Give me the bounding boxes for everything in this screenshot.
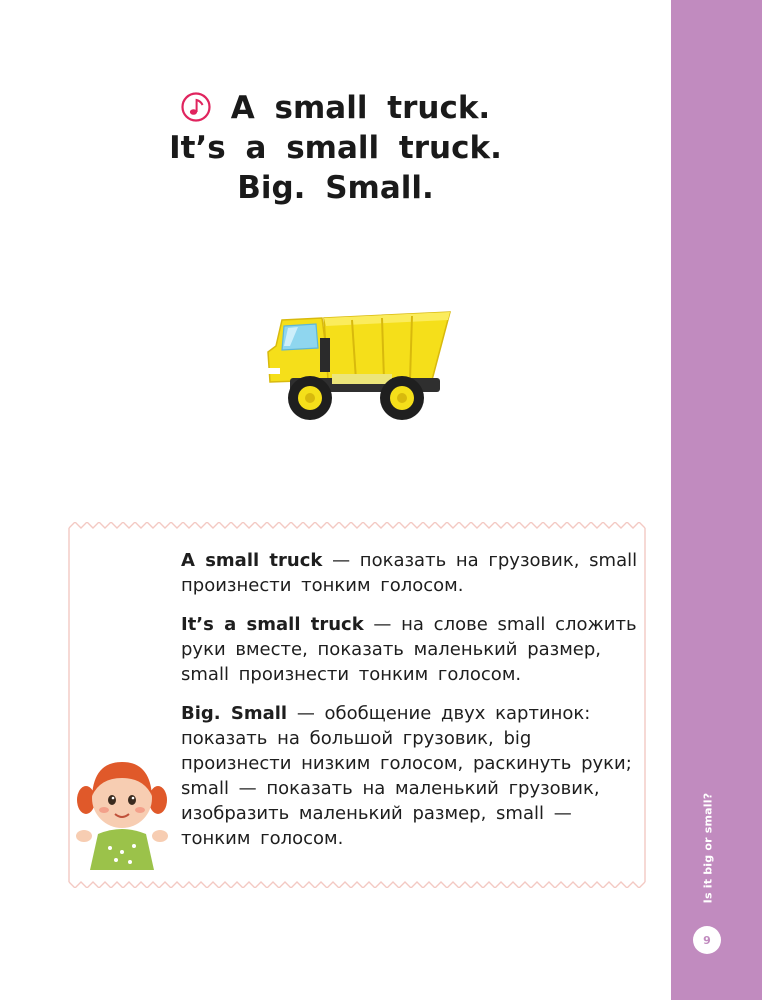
instruction-3 [181, 701, 641, 851]
instruction-2 [181, 612, 641, 687]
front-wheel [288, 376, 332, 420]
instruction-1-phrase: A small truck [181, 550, 323, 571]
verse-line-1 [0, 88, 671, 128]
dump-truck-illustration [262, 308, 454, 426]
instruction-3-text: — обобщение двух картинок: показать на большой грузовик, big произнести низким голосом, раскинуть руки; small — показать на маленький грузовик, изобразить маленький размер, small — тонким голосом. [181, 703, 632, 849]
instruction-2-phrase: It’s a small truck [181, 614, 364, 635]
verse-line-1-text: A small truck. [230, 90, 491, 126]
instruction-1-text: — показать на грузовик, small произнести тонким голосом. [181, 550, 638, 596]
music-note-icon[interactable] [181, 92, 211, 122]
instruction-3-phrase: Big. Small [181, 703, 288, 724]
verse-line-3: Big. Small. [237, 170, 434, 206]
instruction-2-text: — на слове small сложить руки вместе, показать маленький размер, small произнести тонким голосом. [181, 614, 637, 685]
verse-line-2: It’s a small truck. [169, 130, 502, 166]
rear-wheel [380, 376, 424, 420]
section-title: Is it big or small? [701, 792, 715, 904]
page-number: 9 [693, 926, 721, 954]
instructions [181, 548, 641, 865]
instruction-1 [181, 548, 641, 598]
sidebar [671, 0, 762, 1000]
girl-illustration [72, 752, 172, 870]
verse [0, 88, 671, 208]
